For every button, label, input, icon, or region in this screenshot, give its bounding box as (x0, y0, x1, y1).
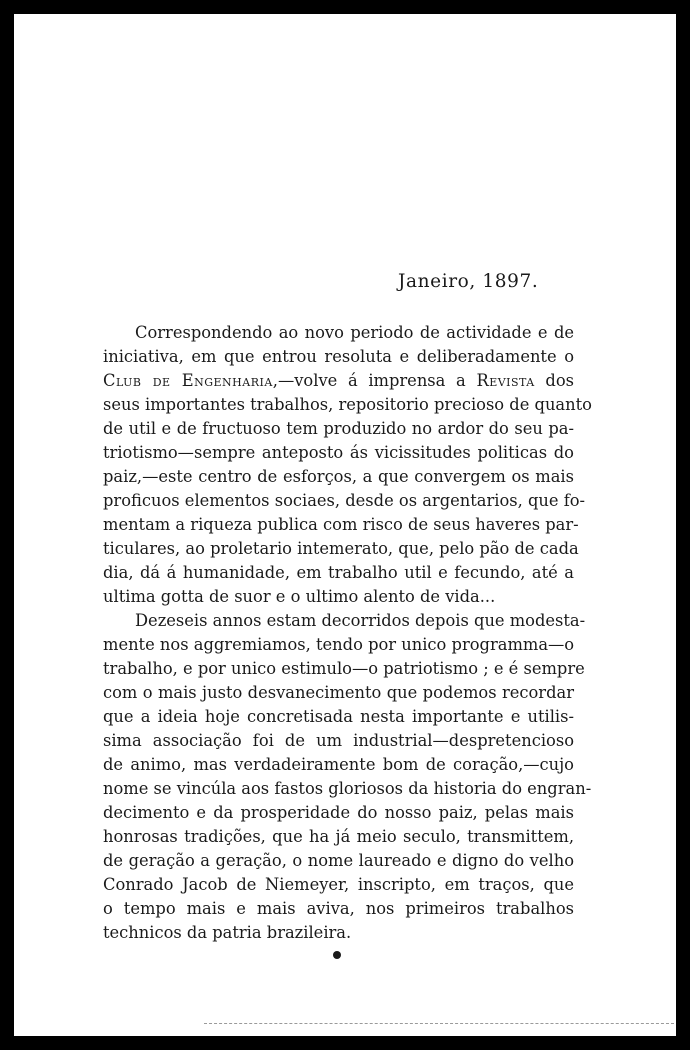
text-line: mente nos aggremiamos, tendo por unico programma—o (103, 635, 575, 654)
ornament-dot (333, 951, 341, 959)
text-line: sima associação foi de um industrial—despretencioso (103, 731, 574, 750)
text-line (103, 369, 574, 393)
text-line: technicos da patria brazileira. (103, 923, 352, 942)
text-line: ticulares, ao proletario intemerato, que, pelo pão de cada (103, 539, 579, 558)
club-name: Club de Engenharia (103, 371, 273, 390)
text-fragment: ,—volve á imprensa a (272, 371, 477, 390)
text-line: iniciativa, em que entrou resoluta e deliberadamente o (103, 347, 574, 366)
text-line: Conrado Jacob de Niemeyer, inscripto, em traços, que (103, 875, 574, 894)
text-line: de animo, mas verdadeiramente bom de coração,—cujo (103, 755, 574, 774)
text-line: decimento e da prosperidade do nosso paiz, pelas mais (103, 803, 574, 822)
revista-name: Revista (476, 371, 535, 390)
text-line: paiz,—este centro de esforços, a que convergem os mais (103, 467, 574, 486)
date-line: Janeiro, 1897. (398, 271, 539, 292)
text-line: mentam a riqueza publica com risco de seus haveres par- (103, 515, 579, 534)
text-line: seus importantes trabalhos, repositorio precioso de quanto (103, 395, 592, 414)
text-line: proficuos elementos sociaes, desde os argentarios, que fo- (103, 491, 586, 510)
scan-edge-rule (204, 1023, 674, 1024)
text-line: trabalho, e por unico estimulo—o patriotismo ; e é sempre (103, 659, 585, 678)
text-line: o tempo mais e mais aviva, nos primeiros trabalhos (103, 899, 574, 918)
text-line: ultima gotta de suor e o ultimo alento de vida... (103, 587, 496, 606)
text-line: de geração a geração, o nome laureado e digno do velho (103, 851, 574, 870)
text-line: com o mais justo desvanecimento que podemos recordar (103, 683, 574, 702)
document-page (14, 14, 676, 1036)
text-line: que a ideia hoje concretisada nesta importante e utilis- (103, 707, 574, 726)
text-line: de util e de fructuoso tem produzido no ardor do seu pa- (103, 419, 574, 438)
text-line: triotismo—sempre anteposto ás vicissitudes politicas do (103, 443, 574, 462)
text-line: dia, dá á humanidade, em trabalho util e fecundo, até a (103, 563, 574, 582)
text-line: honrosas tradições, que ha já meio seculo, transmittem, (103, 827, 574, 846)
text-fragment: dos (534, 371, 574, 390)
text-line: nome se vincúla aos fastos gloriosos da historia do engran- (103, 779, 592, 798)
text-line: Dezeseis annos estam decorridos depois que modesta- (135, 611, 586, 630)
text-line: Correspondendo ao novo periodo de actividade e de (135, 323, 574, 342)
